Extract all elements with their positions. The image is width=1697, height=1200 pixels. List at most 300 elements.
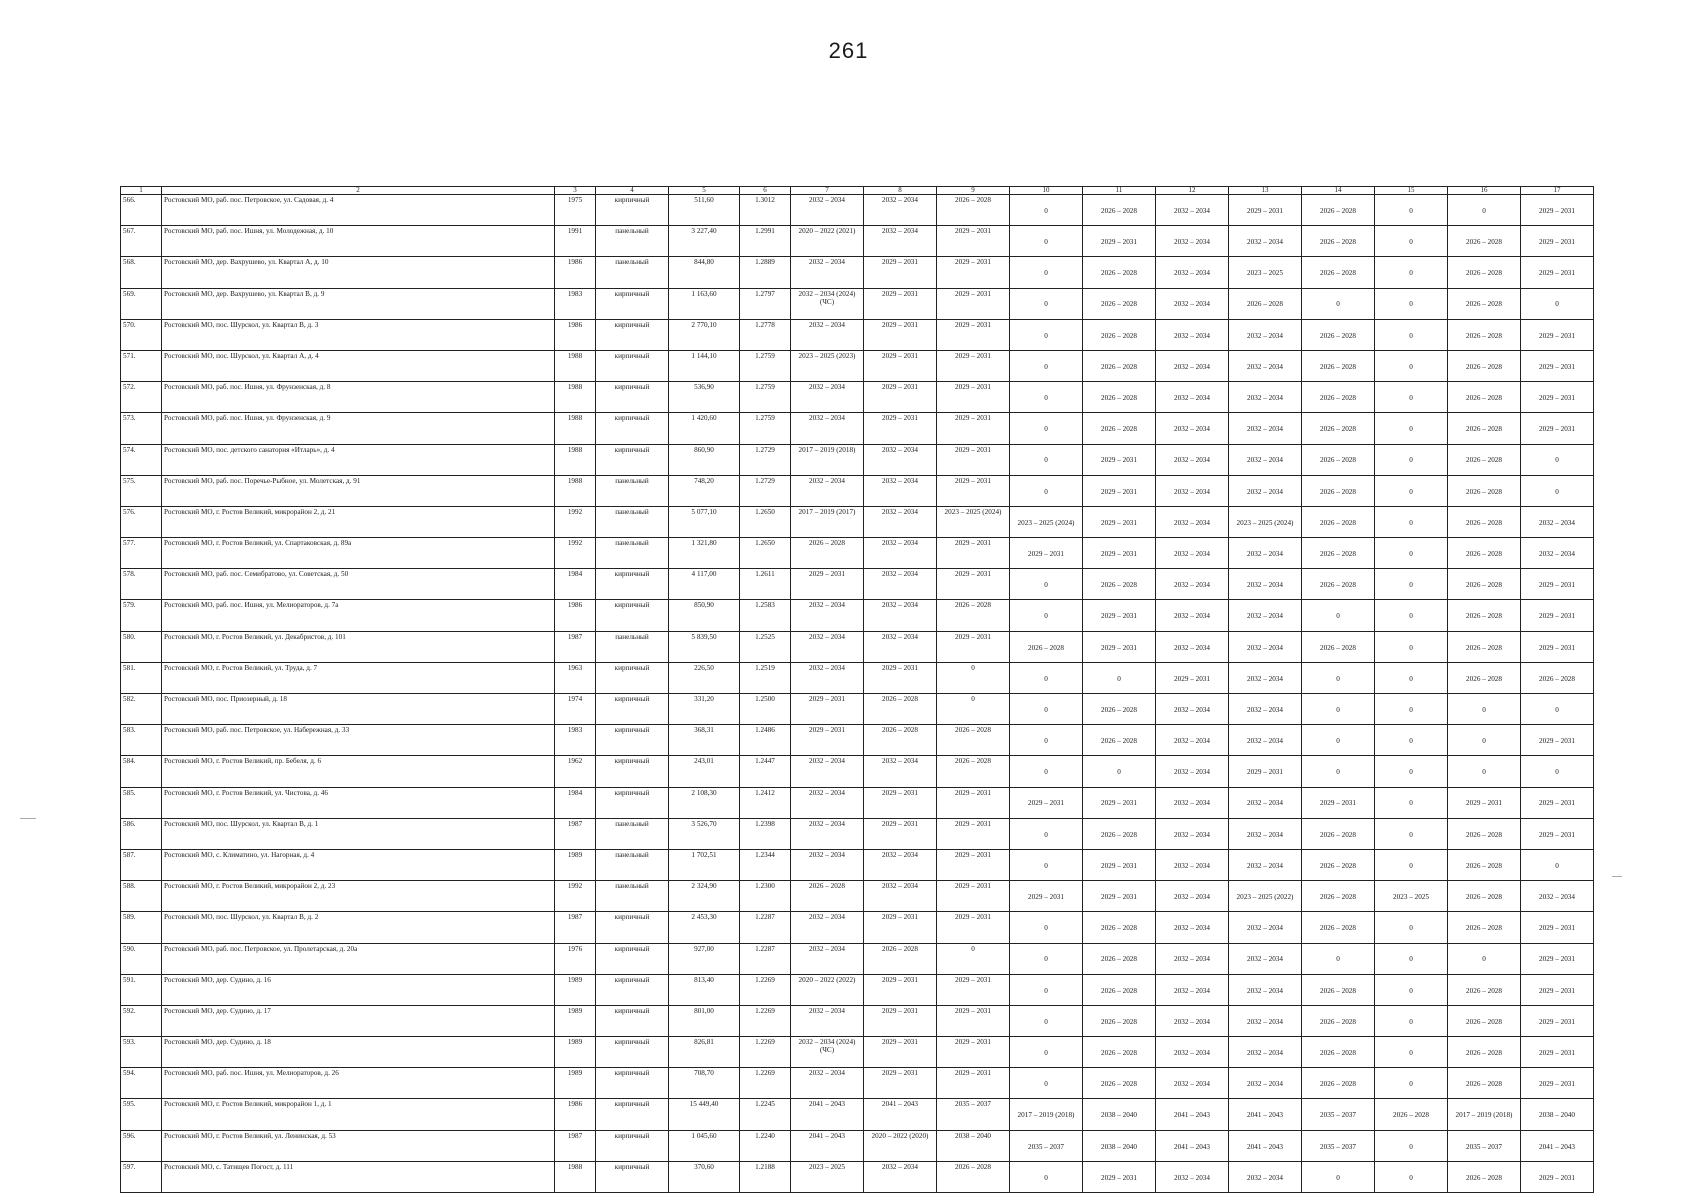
table-cell: 536,90: [669, 382, 740, 413]
table-cell: кирпичный: [596, 382, 669, 413]
table-cell: 2041 – 2043: [1229, 1099, 1302, 1130]
table-cell: 2026 – 2028: [1448, 1037, 1521, 1068]
table-cell: 2029 – 2031: [937, 569, 1010, 600]
table-cell: 1974: [555, 694, 596, 725]
table-cell: 2026 – 2028: [1448, 569, 1521, 600]
table-cell: 2041 – 2043: [791, 1099, 864, 1130]
table-cell: 1 321,80: [669, 538, 740, 569]
table-cell: кирпичный: [596, 444, 669, 475]
table-cell: 0: [1010, 912, 1083, 943]
address-cell: Ростовский МО, г. Ростов Великий, ул. Труда, д. 7: [162, 662, 555, 693]
table-cell: 2032 – 2034: [864, 1161, 937, 1192]
table-cell: 0: [1010, 444, 1083, 475]
table-cell: 2041 – 2043: [1156, 1099, 1229, 1130]
table-cell: 2029 – 2031: [1083, 226, 1156, 257]
table-cell: 2026 – 2028: [1083, 912, 1156, 943]
table-cell: 1987: [555, 912, 596, 943]
address-cell: Ростовский МО, раб. пос. Петровское, ул. Набережная, д. 33: [162, 725, 555, 756]
table-cell: 2026 – 2028: [1083, 725, 1156, 756]
table-cell: 2032 – 2034: [1229, 600, 1302, 631]
table-cell: 2026 – 2028: [1083, 319, 1156, 350]
row-number: 593.: [121, 1037, 162, 1068]
table-cell: 0: [1302, 694, 1375, 725]
table-cell: 2026 – 2028: [1083, 818, 1156, 849]
table-cell: 2032 – 2034: [1229, 1037, 1302, 1068]
table-cell: 2026 – 2028: [1083, 1005, 1156, 1036]
table-cell: 0: [1302, 943, 1375, 974]
table-cell: 1975: [555, 195, 596, 226]
table-cell: 331,20: [669, 694, 740, 725]
table-cell: 2029 – 2031: [1521, 319, 1594, 350]
table-cell: 860,90: [669, 444, 740, 475]
table-cell: панельный: [596, 506, 669, 537]
table-row: [121, 382, 1594, 413]
table-cell: 2032 – 2034: [864, 881, 937, 912]
table-cell: 1987: [555, 818, 596, 849]
table-cell: 2029 – 2031: [1083, 538, 1156, 569]
table-cell: 1 163,60: [669, 288, 740, 319]
table-cell: 2026 – 2028: [1083, 288, 1156, 319]
table-cell: 2029 – 2031: [937, 226, 1010, 257]
table-row: [121, 631, 1594, 662]
table-cell: 1.2650: [740, 506, 791, 537]
table-cell: 2029 – 2031: [1083, 631, 1156, 662]
table-cell: 2017 – 2019 (2017): [791, 506, 864, 537]
table-cell: 2032 – 2034: [1229, 1005, 1302, 1036]
table-cell: 2035 – 2037: [1302, 1130, 1375, 1161]
table-cell: 2032 – 2034: [1229, 475, 1302, 506]
table-cell: кирпичный: [596, 662, 669, 693]
scan-mark: [1612, 876, 1622, 877]
table-cell: 2032 – 2034: [864, 226, 937, 257]
table-cell: 0: [1010, 974, 1083, 1005]
table-cell: 0: [1302, 756, 1375, 787]
table-cell: 2026 – 2028: [1448, 1005, 1521, 1036]
table-cell: 4 117,00: [669, 569, 740, 600]
row-number: 577.: [121, 538, 162, 569]
table-cell: 2029 – 2031: [937, 912, 1010, 943]
table-cell: 2032 – 2034: [1229, 818, 1302, 849]
table-cell: 2032 – 2034: [791, 257, 864, 288]
table-cell: 2020 – 2022 (2022): [791, 974, 864, 1005]
table-cell: кирпичный: [596, 912, 669, 943]
table-row: [121, 1037, 1594, 1068]
row-number: 566.: [121, 195, 162, 226]
table-cell: 2029 – 2031: [937, 413, 1010, 444]
row-number: 589.: [121, 912, 162, 943]
table-cell: 2026 – 2028: [1302, 849, 1375, 880]
table-cell: 1 144,10: [669, 350, 740, 381]
address-cell: Ростовский МО, пос. Приозерный, д. 18: [162, 694, 555, 725]
table-cell: 2032 – 2034: [791, 475, 864, 506]
table-cell: 2032 – 2034: [791, 662, 864, 693]
table-cell: 2032 – 2034: [1156, 1005, 1229, 1036]
table-row: [121, 350, 1594, 381]
table-cell: 2026 – 2028: [1302, 226, 1375, 257]
table-cell: 2032 – 2034: [1156, 382, 1229, 413]
table-cell: 2029 – 2031: [864, 1068, 937, 1099]
address-cell: Ростовский МО, раб. пос. Ишня, ул. Мелиораторов, д. 7а: [162, 600, 555, 631]
table-cell: 2029 – 2031: [1521, 350, 1594, 381]
table-cell: 2026 – 2028: [1083, 413, 1156, 444]
table-cell: 2029 – 2031: [864, 787, 937, 818]
table-cell: 1.2729: [740, 444, 791, 475]
table-cell: 2032 – 2034: [791, 195, 864, 226]
table-cell: 2032 – 2034: [1156, 319, 1229, 350]
row-number: 579.: [121, 600, 162, 631]
table-cell: 2026 – 2028: [1229, 288, 1302, 319]
table-cell: 2029 – 2031: [1083, 849, 1156, 880]
table-cell: кирпичный: [596, 319, 669, 350]
table-cell: 1986: [555, 257, 596, 288]
table-cell: 1988: [555, 413, 596, 444]
row-number: 590.: [121, 943, 162, 974]
table-cell: 2026 – 2028: [937, 725, 1010, 756]
table-cell: 1.2889: [740, 257, 791, 288]
table-cell: 2032 – 2034: [1156, 413, 1229, 444]
table-cell: 0: [1375, 849, 1448, 880]
table-cell: 0: [1010, 257, 1083, 288]
table-cell: 2029 – 2031: [1521, 1005, 1594, 1036]
table-cell: 2026 – 2028: [1448, 818, 1521, 849]
table-cell: 1986: [555, 1099, 596, 1130]
table-cell: 0: [1521, 475, 1594, 506]
table-cell: 2029 – 2031: [1521, 1161, 1594, 1192]
table-cell: 2029 – 2031: [864, 662, 937, 693]
table-cell: 0: [1448, 725, 1521, 756]
table-cell: 2032 – 2034: [1229, 974, 1302, 1005]
table-cell: 0: [937, 943, 1010, 974]
address-cell: Ростовский МО, г. Ростов Великий, ул. Декабристов, д. 101: [162, 631, 555, 662]
table-cell: 2026 – 2028: [1448, 475, 1521, 506]
table-cell: 2032 – 2034: [1156, 226, 1229, 257]
table-cell: панельный: [596, 849, 669, 880]
table-cell: 0: [1375, 912, 1448, 943]
table-cell: 1.2287: [740, 943, 791, 974]
address-cell: Ростовский МО, пос. детского санатория «Итларь», д. 4: [162, 444, 555, 475]
address-cell: Ростовский МО, пос. Шурскол, ул. Квартал В, д. 2: [162, 912, 555, 943]
table-cell: 2029 – 2031: [937, 881, 1010, 912]
table-cell: 5 839,50: [669, 631, 740, 662]
table-cell: 1.2759: [740, 382, 791, 413]
table-cell: 2026 – 2028: [1448, 413, 1521, 444]
table-row: [121, 600, 1594, 631]
address-cell: Ростовский МО, раб. пос. Ишня, ул. Мелиораторов, д. 26: [162, 1068, 555, 1099]
table-cell: 2026 – 2028: [1302, 1068, 1375, 1099]
page-number: 261: [828, 38, 869, 63]
table-cell: 0: [1302, 662, 1375, 693]
table-cell: 0: [1010, 288, 1083, 319]
table-cell: 2026 – 2028: [1302, 350, 1375, 381]
table-cell: 1.2778: [740, 319, 791, 350]
row-number: 592.: [121, 1005, 162, 1036]
table-cell: кирпичный: [596, 1161, 669, 1192]
table-cell: 1988: [555, 382, 596, 413]
table-cell: 2026 – 2028: [937, 756, 1010, 787]
table-cell: 2038 – 2040: [1083, 1099, 1156, 1130]
table-cell: 2029 – 2031: [791, 569, 864, 600]
table-cell: 2032 – 2034: [1229, 912, 1302, 943]
table-cell: 1962: [555, 756, 596, 787]
column-header: 6: [740, 187, 791, 195]
housing-table: [120, 186, 1594, 1193]
table-cell: 2032 – 2034: [1156, 787, 1229, 818]
table-cell: 2026 – 2028: [1448, 881, 1521, 912]
table-cell: 0: [1375, 506, 1448, 537]
table-cell: 2026 – 2028: [1302, 818, 1375, 849]
table-cell: 1.2797: [740, 288, 791, 319]
address-cell: Ростовский МО, с. Климатино, ул. Нагорная, д. 4: [162, 849, 555, 880]
table-cell: 2038 – 2040: [1521, 1099, 1594, 1130]
table-cell: 2032 – 2034: [1156, 506, 1229, 537]
table-cell: 2029 – 2031: [1083, 600, 1156, 631]
table-cell: 2038 – 2040: [937, 1130, 1010, 1161]
table-cell: 0: [1375, 818, 1448, 849]
table-cell: 1.2269: [740, 1037, 791, 1068]
row-number: 587.: [121, 849, 162, 880]
table-cell: 2032 – 2034: [1229, 226, 1302, 257]
table-cell: 1 420,60: [669, 413, 740, 444]
table-cell: 1.2583: [740, 600, 791, 631]
table-row: [121, 319, 1594, 350]
table-cell: 0: [1375, 600, 1448, 631]
table-cell: 2029 – 2031: [1521, 569, 1594, 600]
table-cell: 2026 – 2028: [1448, 226, 1521, 257]
table-cell: 2026 – 2028: [1448, 506, 1521, 537]
table-cell: панельный: [596, 257, 669, 288]
table-cell: 708,70: [669, 1068, 740, 1099]
table-cell: 0: [1375, 756, 1448, 787]
table-cell: 2032 – 2034: [1229, 849, 1302, 880]
table-cell: 2029 – 2031: [937, 350, 1010, 381]
table-cell: 1.2525: [740, 631, 791, 662]
table-row: [121, 1161, 1594, 1192]
table-cell: 2026 – 2028: [1083, 257, 1156, 288]
table-cell: 2029 – 2031: [937, 444, 1010, 475]
table-cell: 844,80: [669, 257, 740, 288]
table-cell: 2026 – 2028: [1448, 444, 1521, 475]
table-cell: 2038 – 2040: [1083, 1130, 1156, 1161]
table-cell: 2017 – 2019 (2018): [1010, 1099, 1083, 1130]
table-row: [121, 413, 1594, 444]
table-cell: 2032 – 2034: [1156, 1037, 1229, 1068]
address-cell: Ростовский МО, г. Ростов Великий, микрорайон 2, д. 21: [162, 506, 555, 537]
table-cell: 0: [1010, 195, 1083, 226]
table-cell: 2032 – 2034: [1156, 538, 1229, 569]
table-cell: 2032 – 2034: [1229, 631, 1302, 662]
table-row: [121, 257, 1594, 288]
table-cell: 2029 – 2031: [864, 1037, 937, 1068]
table-cell: 0: [1010, 413, 1083, 444]
table-cell: 2032 – 2034: [1156, 849, 1229, 880]
row-number: 569.: [121, 288, 162, 319]
table-cell: 2029 – 2031: [1521, 725, 1594, 756]
table-cell: 2026 – 2028: [1302, 912, 1375, 943]
table-cell: 2029 – 2031: [1521, 943, 1594, 974]
table-cell: 2032 – 2034: [1229, 569, 1302, 600]
table-cell: 2041 – 2043: [1521, 1130, 1594, 1161]
table-cell: кирпичный: [596, 1130, 669, 1161]
table-cell: 2029 – 2031: [1156, 662, 1229, 693]
table-cell: 2029 – 2031: [1010, 538, 1083, 569]
table-cell: 0: [1302, 725, 1375, 756]
table-cell: 2026 – 2028: [1448, 1161, 1521, 1192]
table-cell: 2026 – 2028: [864, 725, 937, 756]
table-cell: 2026 – 2028: [1302, 631, 1375, 662]
table-cell: 2029 – 2031: [1083, 787, 1156, 818]
table-cell: 1988: [555, 350, 596, 381]
table-cell: 0: [1375, 787, 1448, 818]
table-cell: 1.2991: [740, 226, 791, 257]
table-cell: панельный: [596, 226, 669, 257]
table-cell: 2032 – 2034: [1156, 818, 1229, 849]
table-cell: 2026 – 2028: [1448, 1068, 1521, 1099]
table-cell: 1.2240: [740, 1130, 791, 1161]
column-header: 14: [1302, 187, 1375, 195]
table-cell: 2026 – 2028: [1083, 350, 1156, 381]
table-cell: 801,00: [669, 1005, 740, 1036]
table-cell: 1983: [555, 725, 596, 756]
table-cell: 2029 – 2031: [1229, 756, 1302, 787]
table-cell: 2029 – 2031: [937, 1005, 1010, 1036]
table-cell: 2026 – 2028: [1083, 1068, 1156, 1099]
table-cell: 2026 – 2028: [1083, 694, 1156, 725]
table-cell: 2029 – 2031: [1521, 195, 1594, 226]
table-cell: 2026 – 2028: [1448, 288, 1521, 319]
table-row: [121, 288, 1594, 319]
table-cell: 2035 – 2037: [937, 1099, 1010, 1130]
table-cell: 0: [1010, 382, 1083, 413]
table-cell: 2029 – 2031: [937, 319, 1010, 350]
table-cell: 2023 – 2025 (2024): [1010, 506, 1083, 537]
row-number: 575.: [121, 475, 162, 506]
table-cell: 2026 – 2028: [1083, 382, 1156, 413]
table-cell: 1991: [555, 226, 596, 257]
address-cell: Ростовский МО, г. Ростов Великий, ул. Чистова, д. 46: [162, 787, 555, 818]
table-cell: 0: [1010, 1068, 1083, 1099]
table-cell: 2023 – 2025 (2022): [1229, 881, 1302, 912]
table-cell: 0: [1448, 943, 1521, 974]
table-row: [121, 787, 1594, 818]
table-cell: 1988: [555, 1161, 596, 1192]
table-cell: кирпичный: [596, 974, 669, 1005]
table-cell: 2032 – 2034: [1521, 506, 1594, 537]
table-row: [121, 569, 1594, 600]
table-cell: 2026 – 2028: [1302, 974, 1375, 1005]
table-cell: 0: [1375, 1037, 1448, 1068]
address-cell: Ростовский МО, пос. Шурскол, ул. Квартал А, д. 4: [162, 350, 555, 381]
table-cell: 370,60: [669, 1161, 740, 1192]
column-header: 12: [1156, 187, 1229, 195]
table-cell: 2041 – 2043: [791, 1130, 864, 1161]
table-row: [121, 849, 1594, 880]
table-cell: 511,60: [669, 195, 740, 226]
table-cell: панельный: [596, 631, 669, 662]
table-cell: 2032 – 2034 (2024) (ЧС): [791, 288, 864, 319]
table-cell: 1992: [555, 881, 596, 912]
table-cell: 2032 – 2034: [1229, 694, 1302, 725]
table-cell: 2032 – 2034: [1156, 943, 1229, 974]
table-cell: 0: [1375, 631, 1448, 662]
address-cell: Ростовский МО, раб. пос. Семибратово, ул. Советская, д. 50: [162, 569, 555, 600]
table-cell: 1 702,51: [669, 849, 740, 880]
table-cell: 0: [1375, 413, 1448, 444]
table-cell: 0: [1010, 319, 1083, 350]
column-header: 8: [864, 187, 937, 195]
table-row: [121, 538, 1594, 569]
table-cell: 0: [1375, 538, 1448, 569]
table-cell: 0: [1010, 350, 1083, 381]
column-header: 3: [555, 187, 596, 195]
table-cell: 2026 – 2028: [1448, 600, 1521, 631]
table-cell: 2026 – 2028: [1010, 631, 1083, 662]
table-cell: 0: [1375, 226, 1448, 257]
table-cell: 0: [1010, 694, 1083, 725]
table-cell: 2026 – 2028: [1448, 350, 1521, 381]
column-header: 9: [937, 187, 1010, 195]
table-cell: 2029 – 2031: [1302, 787, 1375, 818]
table-cell: 2026 – 2028: [1083, 974, 1156, 1005]
table-cell: 0: [1010, 600, 1083, 631]
table-cell: 3 526,70: [669, 818, 740, 849]
table-cell: 2029 – 2031: [1083, 1161, 1156, 1192]
address-cell: Ростовский МО, раб. пос. Ишня, ул. Фрунзенская, д. 9: [162, 413, 555, 444]
table-cell: 1976: [555, 943, 596, 974]
table-cell: 2032 – 2034: [791, 818, 864, 849]
table-cell: 2032 – 2034: [1156, 569, 1229, 600]
table-cell: 0: [1010, 569, 1083, 600]
table-cell: 2029 – 2031: [937, 631, 1010, 662]
table-cell: кирпичный: [596, 1068, 669, 1099]
table-cell: 2032 – 2034 (2024) (ЧС): [791, 1037, 864, 1068]
table-cell: 1986: [555, 319, 596, 350]
table-cell: 2032 – 2034: [1156, 350, 1229, 381]
table-cell: 2032 – 2034: [864, 538, 937, 569]
table-cell: 927,00: [669, 943, 740, 974]
table-cell: 1.2269: [740, 1005, 791, 1036]
address-cell: Ростовский МО, пос. Шурскол, ул. Квартал В, д. 3: [162, 319, 555, 350]
table-cell: кирпичный: [596, 569, 669, 600]
table-cell: 2035 – 2037: [1448, 1130, 1521, 1161]
table-cell: 1.2245: [740, 1099, 791, 1130]
row-number: 595.: [121, 1099, 162, 1130]
table-cell: 2029 – 2031: [1083, 475, 1156, 506]
table-cell: 2032 – 2034: [791, 1005, 864, 1036]
table-row: [121, 1099, 1594, 1130]
row-number: 586.: [121, 818, 162, 849]
table-cell: 2017 – 2019 (2018): [791, 444, 864, 475]
table-cell: 1.2344: [740, 849, 791, 880]
table-cell: 2032 – 2034: [1229, 538, 1302, 569]
row-number: 597.: [121, 1161, 162, 1192]
table-cell: 748,20: [669, 475, 740, 506]
table-cell: 0: [1375, 725, 1448, 756]
table-cell: 2029 – 2031: [937, 288, 1010, 319]
table-cell: панельный: [596, 475, 669, 506]
table-cell: 2029 – 2031: [937, 1068, 1010, 1099]
table-cell: 0: [1010, 756, 1083, 787]
table-cell: 0: [1010, 475, 1083, 506]
table-cell: 0: [1010, 662, 1083, 693]
table-cell: 0: [1375, 974, 1448, 1005]
table-cell: 0: [1521, 694, 1594, 725]
table-cell: 2029 – 2031: [1521, 226, 1594, 257]
table-cell: 0: [937, 694, 1010, 725]
table-cell: 2026 – 2028: [1375, 1099, 1448, 1130]
address-cell: Ростовский МО, дер. Судино, д. 17: [162, 1005, 555, 1036]
table-header-row: [121, 187, 1594, 195]
table-cell: 0: [1010, 849, 1083, 880]
